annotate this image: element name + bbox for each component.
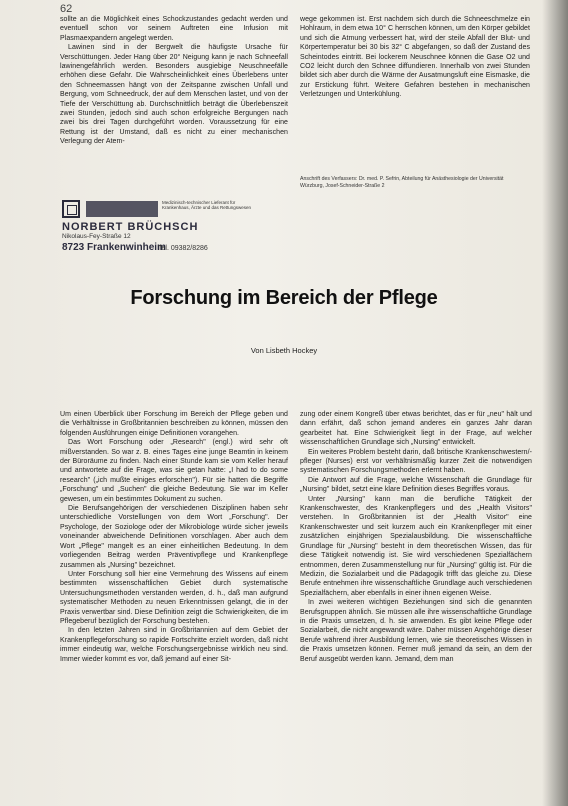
article-author: Von Lisbeth Hockey: [250, 346, 318, 355]
paragraph: Lawinen sind in der Bergwelt die häufigste Ursache für Verschüttungen. Jeder Hang über 20° Neigung kann je nach Schneefall lawinengefährlich werden. Besonders ausgiebige Neuschneefälle erhöhen diese Gefahr. Die Wahrscheinlichkeit eines Überlebens unter den Schneemassen hängt von der Zeitspanne zwischen Unfall und Bergung, vom Schneedruck, der auf dem Menschen lastet, und von der Tiefe der Verschüttung ab. Durchschnittlich beträgt die Überlebenszeit zwei Stunden, jedoch sind auch schon erfolgreiche Bergungen nach zwei bis drei Tagen durchgeführt worden. Voraussetzung für eine Rettung ist der Umstand, daß es nicht zu einer mechanischen Verlegung der Atem-: [60, 44, 288, 146]
stamp-address: Nikolaus-Fey-Straße 12: [62, 233, 131, 240]
top-right-column: [300, 15, 530, 170]
paragraph: Die Antwort auf die Frage, welche Wissenschaft die Grundlage für „Nursing" bildet, setzt eine klare Definition dieses Begriffes voraus.: [300, 476, 532, 494]
supplier-stamp: [62, 200, 302, 264]
top-left-column: [60, 15, 288, 191]
author-address-footnote: Anschrift des Verfassers: Dr. med. P. Sefrin, Abteilung für Anästhesiologie der Universität Würzburg, Josef-Schneider-Straße 2: [300, 176, 504, 189]
paragraph: Die Berufsangehörigen der verschiedenen Disziplinen haben sehr unterschiedliche Vorstellungen von dem Wort „Forschung". Der Psychologe, der Soziologe oder der Mikrobiologe würde sicher jeweils voneinander abweichende Definitionen vorschlagen. Aber auch dem Wort „Pflege" mangelt es an einer einheitlichen Bedeutung. In dem vorliegenden Beitrag werden Präventivpflege und Krankenpflege zusammen als „Nursing" bezeichnet.: [60, 505, 288, 569]
paragraph: Um einen Überblick über Forschung im Bereich der Pflege geben und die Verhältnisse in Großbritannien beschreiben zu können, müssen den folgenden Ausführungen einige Definitionen vorangehen.: [60, 411, 288, 437]
stamp-name: NORBERT BRÜCHSCH: [62, 221, 199, 233]
article-right-column: [300, 410, 532, 805]
paragraph: sollte an die Möglichkeit eines Schockzustandes gedacht werden und eventuell schon vor seinem Auftreten eine Infusion mit Plasmaexpandern angelegt werden.: [60, 16, 288, 42]
paragraph: Unter „Nursing" kann man die berufliche Tätigkeit der Krankenschwester, des Krankenpflegers und des „Health Visitors" verstehen. In Großbritannien ist der „Health Visitor" eine Krankenschwester und seit kurzem auch ein Krankenpfleger mit einer zusätzlichen einjährigen Spezialausbildung. Die wissenschaftliche Grundlage für „Nursing" besteht in dem theoretischen Wissen, das für diese Tätigkeit notwendig ist. Sie wird verschiedenen Spezialfächern entnommen, deren Zusammenstellung nur für „Nursing" gültig ist. Für die Medizin, die Sozialarbeit und die Pädagogik trifft das gleiche zu. Diese Berufe entnehmen ihre wissenschaftliche Grundlage auch verschiedenen Spezialfächern, aber ebenfalls in einer ihnen eigenen Weise.: [300, 495, 532, 597]
page-edge-shadow: [542, 0, 568, 806]
paragraph: In den letzten Jahren sind in Großbritannien auf dem Gebiet der Krankenpflegeforschung so rapide Fortschritte erzielt worden, daß nicht immer eindeutig war, welche Forschungsergebnisse wirklich neu sind. Immer wieder kommt es vor, daß jemand auf einer Sit-: [60, 627, 288, 663]
stamp-city: 8723 Frankenwinheim: [62, 242, 166, 253]
paragraph: In zwei weiteren wichtigen Beziehungen sind sich die genannten Berufsgruppen ähnlich. Sie müssen alle ihre wissenschaftliche Grundlage in die Praxis umsetzen, d. h. sie anwenden. Es gibt keine Pflege oder Sozialarbeit, die nicht angewandt wäre. Daher müssen Angehörige dieser Berufe während ihrer Ausbildung lernen, wie sie theoretisches Wissen in die Praxis umsetzen können. Ferner muß jemand da sein, an dem der Beruf ausgeübt werden kann. Jemand, dem man: [300, 599, 532, 663]
article-title: Forschung im Bereich der Pflege: [130, 287, 438, 309]
stamp-phone: Tel. 09382/8286: [158, 245, 208, 252]
paragraph: Das Wort Forschung oder „Research" (engl.) wird sehr oft mißverstanden. So war z. B. eines Tages eine junge Beamtin in keinem der Büroräume zu finden. Nach einer Stunde kam sie vom Keller herauf und antwortete auf die Frage, was sie getan hatte: „I had to do some research" („ich mußte einiges erforschen"). Für sie hatten die Begriffe „Forschung" und „Suchen" die gleiche Bedeutung. Sie war im Keller gewesen, um ein bestimmtes Dokument zu suchen.: [60, 439, 288, 503]
paragraph: Unter Forschung soll hier eine Vermehrung des Wissens auf einem bestimmten wissenschaftlichen Gebiet durch systematische Untersuchungsmethoden verstanden werden, d. h., daß man aufgrund systematischer Methoden zu neuen Erkenntnissen gelangt, die in der Praxis verwertbar sind. Diese Definition zeigt die Schwierigkeiten, die im Pflegeberuf bezüglich der Forschung bestehen.: [60, 570, 288, 625]
stamp-description: Medizinisch-technischer Lieferant für Krankenhaus, Ärzte und das Rettungswesen: [162, 200, 252, 211]
stamp-logo-icon: [62, 200, 80, 218]
stamp-logo-bar: [86, 201, 158, 217]
paragraph: zung oder einem Kongreß über etwas berichtet, das er für „neu" hält und dann erfährt, daß schon jemand anderes ein ganzes Jahr daran gearbeitet hat. Eine Schwierigkeit liegt in der Frage, auf welcher wissenschaftlichen Grundlage sich „Nursing" entwickelt.: [300, 411, 532, 447]
article-left-column: [60, 410, 288, 805]
page-number: 62: [60, 3, 73, 15]
paragraph: wege gekommen ist. Erst nachdem sich durch die Schneeschmelze ein Hohlraum, in dem etwa 10° C herrschen können, um den Körper gebildet und sich die Atmung verbessert hat, wird der steile Abfall der Blut- und Körpertemperatur bei 30 bis 32° C abgefangen, so daß der Zustand des Scheintodes eintritt. Bei lockerem Neuschnee können die Gase O2 und CO2 leicht durch den Schnee diffundieren. Innerhalb von zwei Stunden bildet sich aber durch die Wärme der Ausatmungsluft eine Eismaske, die zur Erstickung führt. Weitere Gefahren bestehen in mechanischen Verletzungen und Unterkühlung.: [300, 16, 530, 99]
paragraph: Ein weiteres Problem besteht darin, daß britische Krankenschwestern/-pfleger (Nurses) erst vor verhältnismäßig kurzer Zeit die notwendigen systematischen Forschungsmethoden erlernt haben.: [300, 448, 532, 475]
